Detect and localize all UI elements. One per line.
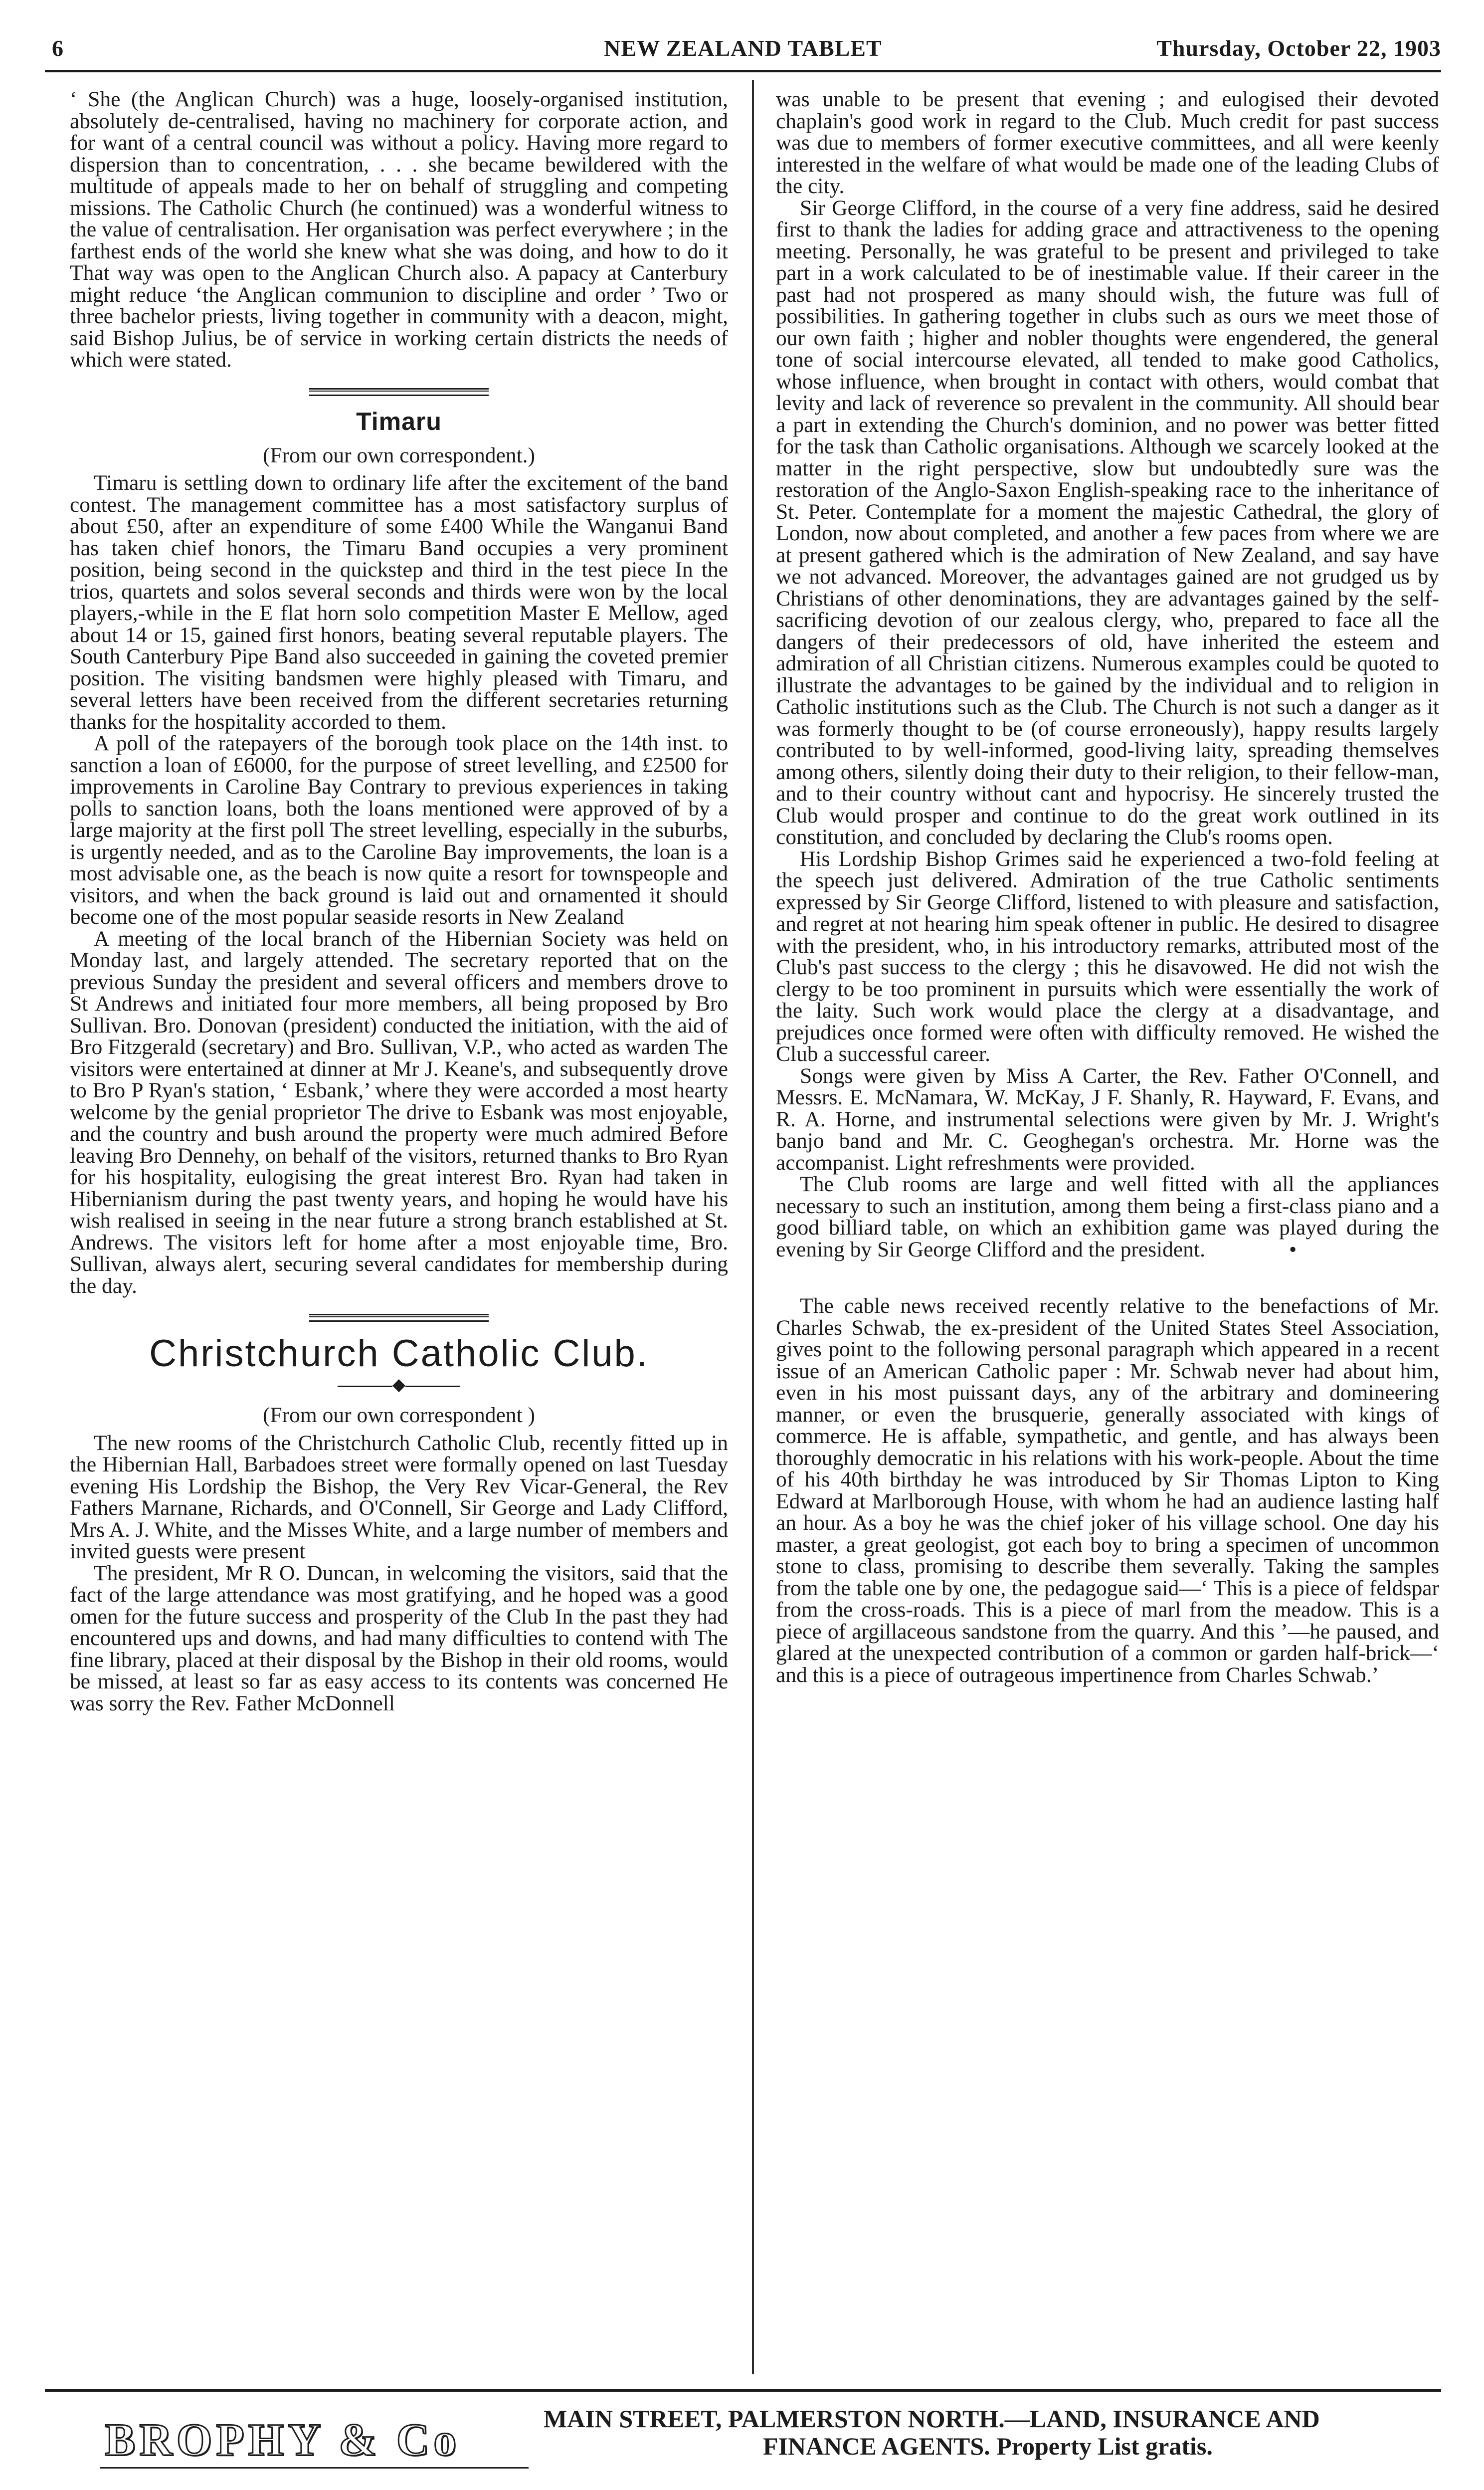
club-paragraph: was unable to be present that evening ; and eulogised their devoted chaplain's good work in regard to the Club. Much credit for past success was due to members of former executive committees, and all were keenly interested in the welfare of what would be made one of the leading Clubs of the city. — [776, 87, 1439, 198]
christchurch-paragraph: The new rooms of the Christchurch Catholic Club, recently fitted up in the Hibernian Hall, Barbadoes street were formally opened on last Tuesday evening His Lordship the Bishop, the Very Rev Vicar-General, the Rev Fathers Marnane, Richards, and O'Connell, Sir George and Lady Clifford, Mrs A. J. White, and the Misses White, and a large number of members and invited guests were present — [70, 1431, 728, 1563]
advertisement-footer — [45, 2394, 1441, 2479]
advertiser-underline — [100, 2467, 529, 2469]
anglican-article-conclusion: ‘ She (the Anglican Church) was a huge, loosely-organised institution, absolutely de-centralised, having no machinery for corporate action, and for want of a central council was without a policy. Having more regard to dispersion than to concentration, . . . she became bewildered with the multitude of appeals made to her on behalf of struggling and competing missions. The Catholic Church (he continued) was a wonderful witness to the value of centralisation. Her organisation was perfect everywhere ; in the farthest ends of the world she knew what she was doing, and how to do it That way was open to the Anglican Church also. A papacy at Canterbury might reduce ‘the Anglican communion to discipline and order ’ Two or three bachelor priests, living together in community with a deacon, might, said Bishop Julius, be of service in working certain districts the needs of which were stated. — [70, 87, 728, 372]
page-header — [45, 30, 1441, 72]
christchurch-club-heading: Christchurch Catholic Club. — [149, 1332, 649, 1375]
section-divider — [309, 388, 489, 396]
club-paragraph: His Lordship Bishop Grimes said he experienced a two-fold feeling at the speech just delivered. Admiration of the true Catholic sentiments expressed by Sir George Clifford, listened to with pleasure and satisfaction, and regret at not hearing him speak oftener in public. He desired to disagree with the president, who, in his introductory remarks, attributed most of the Club's past success to the clergy ; this he disavowed. He did not wish the clergy to be too prominent in pursuits which were essentially the work of the laity. Such work would place the clergy at a disadvantage, and prejudices once formed were often with difficulty removed. He wished the Club a successful career. — [776, 846, 1439, 1066]
left-column — [70, 89, 728, 1714]
advertiser-address: MAIN STREET, PALMERSTON NORTH.—LAND, INSURANCE AND — [544, 2405, 1320, 2433]
article-break — [776, 1260, 1439, 1295]
schwab-paragraph: The cable news received recently relative to the benefactions of Mr. Charles Schwab, the ex-president of the United States Steel Association, gives point to the following personal paragraph which appeared in a recent issue of an American Catholic paper : Mr. Schwab never had about him, even in his most puissant days, any of the arbitrary and domineering manner, or even the brusquerie, generally associated with kings of commerce. He is affable, sympathetic, and gentle, and has always been thoroughly democratic in his relations with his work-people. About the time of his 40th birthday he was introduced by Sir Thomas Lipton to King Edward at Marlborough House, with whom he had an audience lasting half an hour. As a boy he was the chief joker of his village school. One day his master, a great geologist, got each boy to bring a specimen of uncommon stone to class, promising to describe them severally. Taking the samples from the table one by one, the pedagogue said—‘ This is a piece of feldspar from the cross-roads. This is a piece of marl from the meadow. This is a piece of argillaceous sandstone from the quarry. And this ’—he paused, and glared at the unexpected contribution of a common or garden half-brick—‘ and this is a piece of outrageous impertinence from Charles Schwab.’ — [776, 1294, 1439, 1687]
timaru-paragraph: Timaru is settling down to ordinary life after the excitement of the band contest. The management committee has a most satisfactory surplus of about £50, after an expenditure of some £400 While the Wanganui Band has taken chief honors, the Timaru Band occupies a very prominent position, being second in the quickstep and third in the test piece In the trios, quartets and solos several seconds and thirds were won by the local players,-while in the E flat horn solo competition Master E Mellow, aged about 14 or 15, gained first honors, beating several reputable players. The South Canterbury Pipe Band also succeeded in gaining the coveted premier position. The visiting bandsmen were highly pleased with Timaru, and several letters have been received from the different secretaries returning thanks for the hospitality accorded to them. — [70, 471, 728, 734]
column-divider — [752, 80, 754, 2374]
club-paragraph-text: The Club rooms are large and well fitted with all the appliances necessary to such an institution, among them being a first-class piano and a good billiard table, on which an exhibition game was played during the evening by Sir George Clifford and the president. — [776, 1172, 1439, 1261]
advertiser-name: BROPHY & Co — [105, 2414, 461, 2465]
end-mark: • — [1289, 1237, 1297, 1261]
club-paragraph — [776, 1174, 1439, 1260]
timaru-byline: (From our own correspondent.) — [262, 443, 536, 467]
christchurch-paragraph: The president, Mr R O. Duncan, in welcoming the visitors, said that the fact of the large attendance was most gratifying, and he hoped was a good omen for the future success and prosperity of the Club In the past they had encountered ups and downs, and had many difficulties to contend with The fine library, placed at their disposal by the Bishop in their old rooms, would be missed, at least so far as easy access to its contents was concerned He was sorry the Rev. Father McDonnell — [70, 1561, 728, 1715]
publication-title: NEW ZEALAND TABLET — [604, 35, 882, 61]
club-paragraph: Songs were given by Miss A Carter, the Rev. Father O'Connell, and Messrs. E. McNamara, W. McKay, J F. Shanly, R. Hayward, F. Evans, and R. A. Horne, and instrumental selections were given by Mr. J. Wright's banjo band and Mr. C. Geoghegan's orchestra. Mr. Horne was the accompanist. Light refreshments were provided. — [776, 1063, 1439, 1175]
page-number: 6 — [52, 35, 64, 61]
christchurch-byline: (From our own correspondent ) — [262, 1403, 536, 1427]
advertiser-services: FINANCE AGENTS. Property List gratis. — [763, 2432, 1213, 2460]
right-column — [776, 89, 1439, 1686]
timaru-paragraph: A meeting of the local branch of the Hibernian Society was held on Monday last, and largely attended. The secretary reported that on the previous Sunday the president and several officers and members drove to St Andrews and initiated four more members, all being proposed by Bro Sullivan. Bro. Donovan (president) conducted the initiation, with the aid of Bro Fitzgerald (secretary) and Bro. Sullivan, V.P., who acted as warden The visitors were entertained at dinner at Mr J. Keane's, and subsequently drove to Bro P Ryan's station, ‘ Esbank,’ where they were accorded a most hearty welcome by the genial proprietor The drive to Esbank was most enjoyable, and the country and bush around the property were much admired Before leaving Bro Dennehy, on behalf of the visitors, returned thanks to Bro Ryan for his hospitality, eulogising the great interest Bro. Ryan had taken in Hibernianism during the past twenty years, and hoping he would have his wish realised in seeing in the near future a strong branch established at St. Andrews. The visitors left for home after a most enjoyable time, Bro. Sullivan, always alert, securing several candidates for membership during the day. — [70, 926, 728, 1298]
advertiser-details — [544, 2405, 1431, 2460]
club-paragraph: Sir George Clifford, in the course of a very fine address, said he desired first to thank the ladies for adding grace and attractiveness to the opening meeting. Personally, he was grateful to be present and privileged to take part in a work calculated to be of inestimable value. If their career in the past had not prospered as many should wish, the future was full of possibilities. In gathering together in clubs such as ours we meet those of our own faith ; higher and nobler thoughts were engendered, the general tone of social intercourse elevated, all tended to make good Catholics, whose influence, when brought in contact with others, would combat that levity and lack of reverence so prevalent in the community. All should bear a part in extending the Church's dominion, and no power was better fitted for the task than Catholic organisations. Although we scarcely looked at the matter in the right perspective, slow but undoubtedly sure was the restoration of the Anglo-Saxon English-speaking race to the inheritance of St. Peter. Contemplate for a moment the majestic Cathedral, the glory of London, now about completed, and another a few paces from where we are at present gathered which is the admiration of New Zealand, and say have we not advanced. Moreover, the advantages gained are not grudged us by Christians of other denominations, they are advantages gained by the self-sacrificing devotion of our zealous clergy, who, prepared to face all the dangers of their predecessors of old, have inherited the esteem and admiration of all Christian citizens. Numerous examples could be quoted to illustrate the advantages to be gained by the individual and to religion in Catholic institutions such as the Club. The Church is not such a danger as it was formerly thought to be (of course erroneously), happy results largely contributed to by well-informed, good-living laity, spreading themselves among others, silently doing their duty to their religion, to their fellow-man, and to their country without cant and hypocrisy. He sincerely trusted the Club would prosper and continue to do the great work outlined in its constitution, and concluded by declaring the Club's rooms open. — [776, 196, 1439, 849]
section-divider — [309, 1314, 489, 1322]
ornament-divider: ◆ — [70, 1377, 728, 1394]
timaru-paragraph: A poll of the ratepayers of the borough took place on the 14th inst. to sanction a loan of £6000, for the purpose of street levelling, and £2500 for improvements in Caroline Bay Contrary to previous experiences in taking polls to sanction loans, both the loans mentioned were approved of by a large majority at the first poll The street levelling, especially in the suburbs, is urgently needed, and as to the Caroline Bay improvements, the loan is a most advisable one, as the beach is now quite a resort for townspeople and visitors, and when the back ground is laid out and ornamented it should become one of the most popular seaside resorts in New Zealand — [70, 731, 728, 929]
timaru-heading: Timaru — [356, 407, 442, 435]
issue-date: Thursday, October 22, 1903 — [1156, 35, 1441, 61]
footer-divider — [45, 2389, 1441, 2392]
